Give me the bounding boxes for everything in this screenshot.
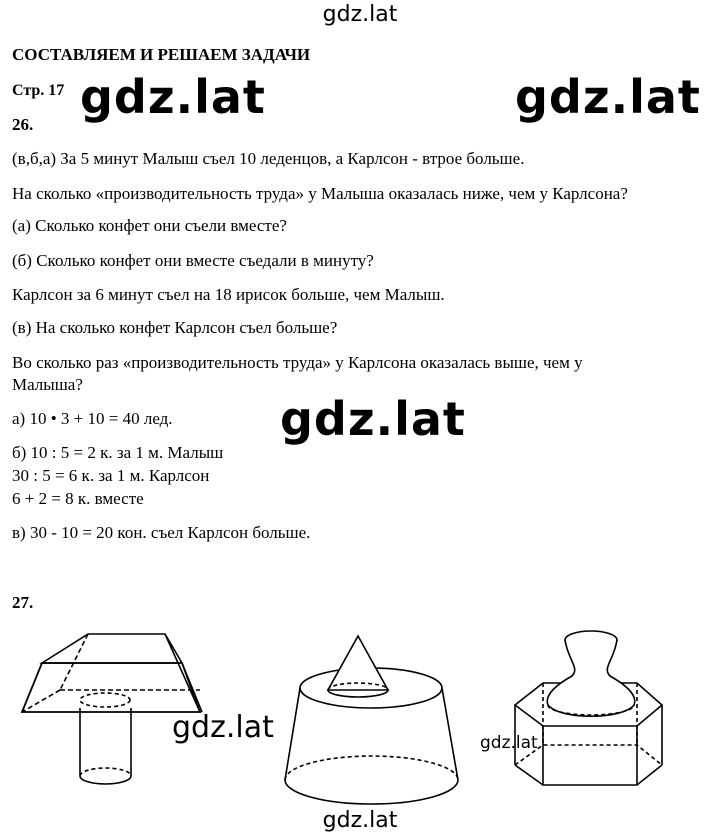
page-reference: Стр. 17	[12, 82, 65, 99]
watermark-big-left: gdz.lat	[80, 70, 266, 124]
figure-cone-on-frustum	[285, 636, 458, 804]
figure-vase-on-hex-prism	[515, 631, 662, 785]
task-26-line: Малыша?	[12, 375, 83, 394]
task-26-line: (в) На сколько конфет Карлсон съел больше?	[12, 318, 338, 337]
task-26-line: (а) Сколько конфет они съели вместе?	[12, 216, 287, 235]
task-27-number: 27.	[12, 593, 34, 612]
answer-line: 30 : 5 = 6 к. за 1 м. Карлсон	[12, 466, 210, 485]
answer-line: а) 10 • 3 + 10 = 40 лед.	[12, 409, 173, 428]
watermark-big-right: gdz.lat	[515, 70, 701, 124]
task-26-line: Карлсон за 6 минут съел на 18 ирисок больше, чем Малыш.	[12, 285, 445, 304]
task-26-line: (б) Сколько конфет они вместе съедали в минуту?	[12, 251, 374, 270]
task-26-line: Во сколько раз «производительность труда» у Карлсона оказалась выше, чем у	[12, 353, 583, 372]
watermark-top: gdz.lat	[322, 2, 398, 27]
figure-cylinder-under-frustum	[22, 634, 202, 784]
answer-line: б) 10 : 5 = 2 к. за 1 м. Малыш	[12, 443, 224, 462]
task-26-line: На сколько «производительность труда» у Малыша оказалась ниже, чем у Карлсона?	[12, 184, 628, 203]
answer-line: в) 30 - 10 = 20 кон. съел Карлсон больше.	[12, 523, 311, 542]
watermark-center: gdz.lat	[280, 392, 466, 446]
watermark-figure-right: gdz.lat	[480, 733, 538, 753]
task-26-line: (в,б,а) За 5 минут Малыш съел 10 леденцов, а Карлсон - втрое больше.	[12, 149, 525, 168]
watermark-figure-left: gdz.lat	[172, 710, 274, 745]
watermark-bottom: gdz.lat	[322, 808, 398, 833]
answer-line: 6 + 2 = 8 к. вместе	[12, 489, 144, 508]
task-26-number: 26.	[12, 115, 34, 134]
page-heading: СОСТАВЛЯЕМ И РЕШАЕМ ЗАДАЧИ	[12, 45, 311, 64]
